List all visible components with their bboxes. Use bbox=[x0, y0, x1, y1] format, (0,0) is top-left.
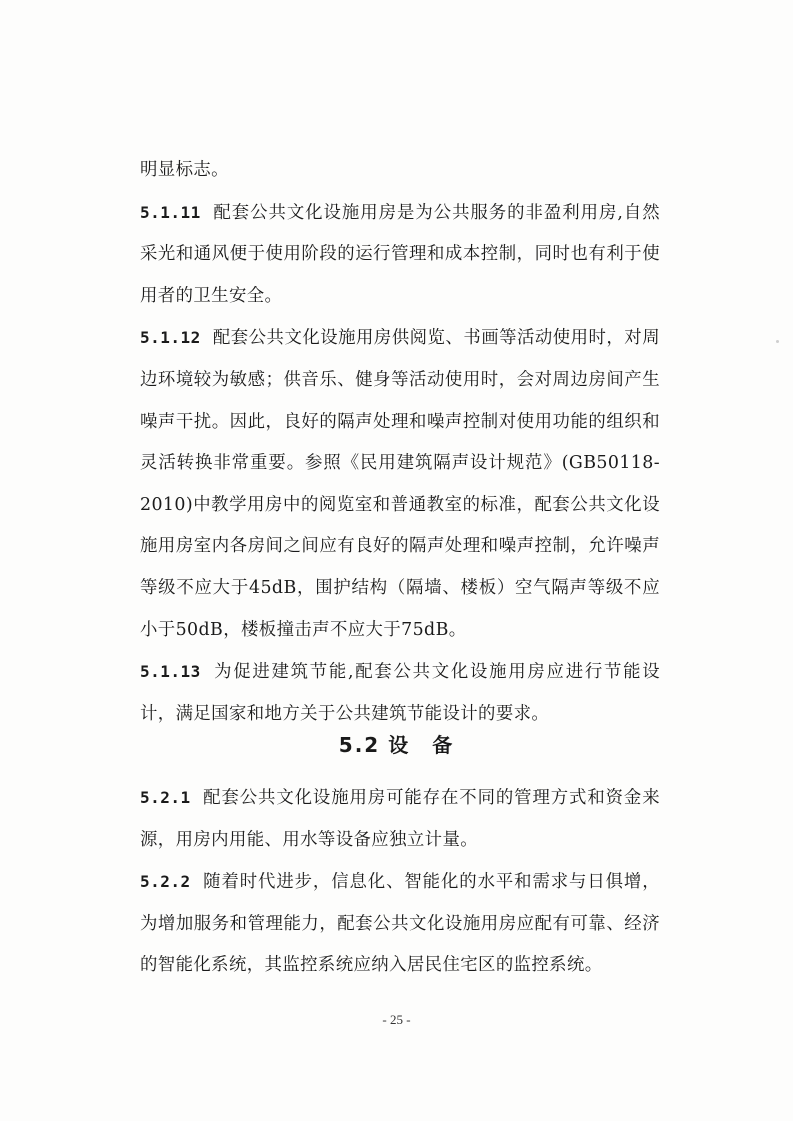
body-text-block-2 bbox=[140, 777, 660, 987]
clause-5-1-11 bbox=[140, 192, 660, 318]
scan-speck bbox=[776, 340, 779, 343]
paragraph-continuation bbox=[140, 150, 660, 192]
clause-number: 5.1.12 bbox=[140, 328, 201, 348]
clause-5-2-2 bbox=[140, 861, 660, 987]
clause-text: 配套公共文化设施用房可能存在不同的管理方式和资金来源，用房内用能、用水等设备应独立计量。 bbox=[140, 788, 660, 850]
section-number: 5.2 bbox=[338, 733, 381, 757]
clause-number: 5.1.11 bbox=[140, 202, 201, 222]
clause-text: 随着时代进步，信息化、智能化的水平和需求与日俱增，为增加服务和管理能力，配套公共文化设施用房应配有可靠、经济的智能化系统，其监控系统应纳入居民住宅区的监控系统。 bbox=[140, 872, 660, 976]
clause-5-2-1 bbox=[140, 777, 660, 861]
clause-text: 配套公共文化设施用房供阅览、书画等活动使用时，对周边环境较为敏感；供音乐、健身等活动使用时，会对周边房间产生噪声干扰。因此，良好的隔声处理和噪声控制对使用功能的组织和灵活转换非常重要。参照《民用建筑隔声设计规范》(GB50118-2010)中教学用房中的阅览室和普通教室的标准，配套公共文化设施用房室内各房间之间应有良好的隔声处理和噪声控制，允许噪声等级不应大于45dB，围护结构（隔墙、楼板）空气隔声等级不应小于50dB，楼板撞击声不应大于75dB。 bbox=[140, 328, 660, 640]
paragraph-text: 明显标志。 bbox=[140, 160, 229, 180]
page-number: - 25 - bbox=[382, 1012, 411, 1027]
section-heading bbox=[0, 729, 793, 758]
clause-5-1-13 bbox=[140, 651, 660, 735]
clause-5-1-12 bbox=[140, 317, 660, 651]
clause-number: 5.2.1 bbox=[140, 788, 191, 807]
section-label: 设 备 bbox=[388, 733, 455, 757]
clause-text: 为促进建筑节能,配套公共文化设施用房应进行节能设计，满足国家和地方关于公共建筑节能设计的要求。 bbox=[140, 662, 660, 724]
body-text-block-1 bbox=[140, 150, 660, 735]
clause-number: 5.1.13 bbox=[140, 662, 201, 682]
clause-number: 5.2.2 bbox=[140, 872, 191, 892]
clause-text: 配套公共文化设施用房是为公共服务的非盈利用房,自然采光和通风便于使用阶段的运行管理和成本控制，同时也有利于使用者的卫生安全。 bbox=[140, 202, 660, 306]
